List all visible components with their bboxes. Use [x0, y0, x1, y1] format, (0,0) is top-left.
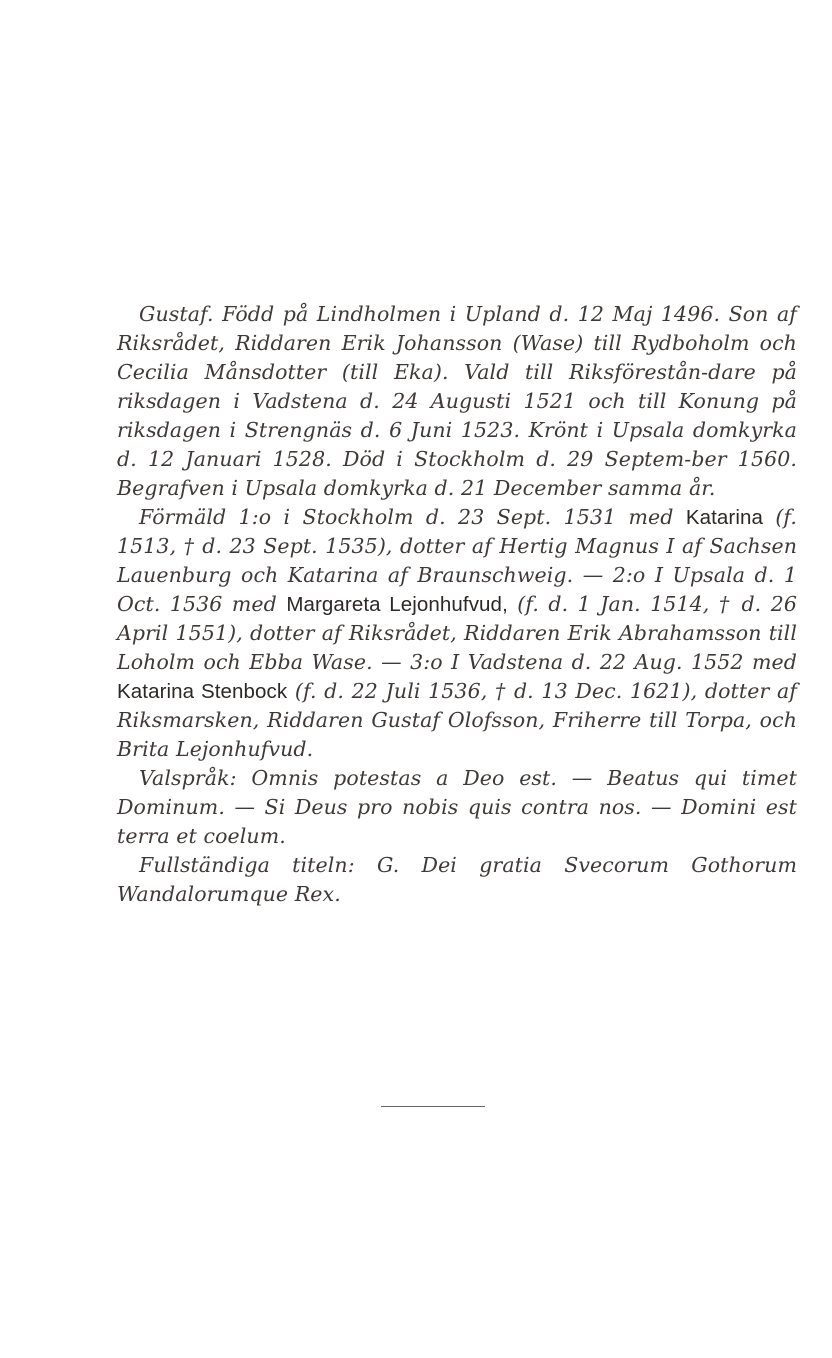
spouse-name-1: Katarina [685, 506, 763, 529]
spouse-name-2: Margareta Lejonhufvud, [286, 593, 508, 616]
motto-paragraph: Valspråk: Omnis potestas a Deo est. — Beatus qui timet Dominum. — Si Deus pro nobis quis contra nos. — Domini est terra et coelum. [117, 766, 797, 848]
marriages-text-1: Förmäld 1:o i Stockholm d. 23 Sept. 1531 med [139, 505, 686, 529]
marriages-text-3: (f. d. 1 Jan. 1514, † d. 26 April 1551), dotter af Riksrådet, Riddaren Erik Abrahamsson till Loholm och Ebba Wase. — 3:o I Vadstena d. 22 Aug. 1552 med [117, 592, 797, 674]
section-divider [381, 1106, 485, 1107]
marriages-text-2: (f. 1513, † d. 23 Sept. 1535), dotter af Hertig Magnus I af Sachsen Lauenburg och Katarina af Braunschweig. — 2:o I Upsala d. 1 Oct. 1536 med [117, 505, 797, 616]
full-title-paragraph: Fullständiga titeln: G. Dei gratia Svecorum Gothorum Wandalorumque Rex. [117, 853, 797, 906]
marriages-text-4: (f. d. 22 Juli 1536, † d. 13 Dec. 1621), dotter af Riksmarsken, Riddaren Gustaf Olofsson, Friherre till Torpa, och Brita Lejonhufvud. [117, 679, 797, 761]
biography-text [117, 300, 797, 909]
spouse-name-3: Katarina Stenbock [117, 680, 288, 703]
marriages-paragraph [117, 503, 797, 764]
birth-paragraph: Gustaf. Född på Lindholmen i Upland d. 12 Maj 1496. Son af Riksrådet, Riddaren Erik Johansson (Wase) till Rydboholm och Cecilia Månsdotter (till Eka). Vald till Riksförestån-dare på riksdagen i Vadstena d. 24 Augusti 1521 och till Konung på riksdagen i Strengnäs d. 6 Juni 1523. Krönt i Upsala domkyrka d. 12 Januari 1528. Död i Stockholm d. 29 Septem-ber 1560. Begrafven i Upsala domkyrka d. 21 December samma år. [117, 302, 797, 500]
